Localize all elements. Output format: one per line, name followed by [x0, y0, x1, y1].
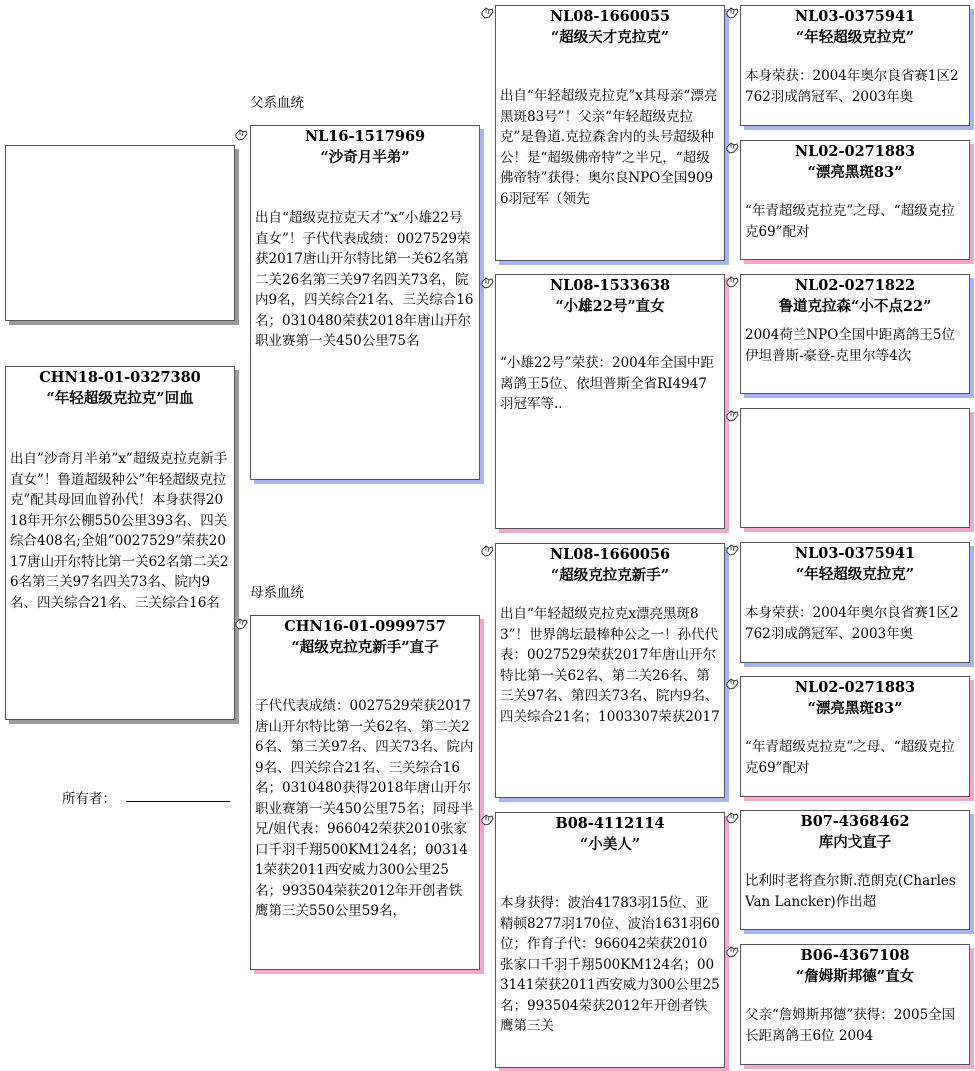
dd-dam-card: [740, 944, 970, 1065]
dd-sire-ring: B07-4368462: [800, 813, 910, 830]
ss-sire-desc: 本身荣获：2004年奥尔良省赛1区2762羽成鸽冠军、2003年奥: [745, 68, 959, 105]
sire-dam-card: [495, 274, 725, 529]
subject-desc: 出自”沙奇月半弟”x”超级克拉克新手直女”！鲁道超级种公”年轻超级克拉克”配其母回血曾孙代！本身获得2018年开尔公棚550公里393名、四关综合408名;全姐”0027529”荣获2017唐山开尔特比第一关62名第二关26名第三关97名四关73名、院内9名、四关综合21名、三关综合16名: [10, 451, 229, 611]
dam-sire-desc: 出自“年轻超级克拉克x漂亮黑斑83”！世界鸽坛最棒种公之一！孙代代表：0027529荣获2017年唐山开尔特比第一关62名、第二关26名、第三关97名、第四关73名、院内9名、四关综合21名；1003307荣获2017: [500, 606, 720, 725]
sire-sire-card: [495, 5, 725, 261]
sd-sire-ring: NL02-0271822: [794, 277, 916, 294]
ss-dam-name: “漂亮黑斑83”: [807, 164, 903, 181]
dam-card: [250, 615, 480, 970]
pedigree-link-icon[interactable]: [725, 945, 739, 959]
sire-name: “沙奇月半弟”: [320, 149, 410, 166]
dam-ring: CHN16-01-0999757: [284, 618, 446, 635]
ss-sire-name: “年轻超级克拉克”: [795, 29, 915, 46]
sire-dam-name: “小雄22号”直女: [555, 298, 665, 315]
dd-dam-ring: B06-4367108: [800, 947, 910, 964]
ss-sire-ring: NL03-0375941: [794, 8, 916, 25]
pedigree-link-icon[interactable]: [234, 617, 248, 631]
sire-ring: NL16-1517969: [304, 128, 426, 145]
ss-dam-ring: NL02-0271883: [794, 143, 916, 160]
ds-sire-desc: 本身荣获：2004年奥尔良省赛1区2762羽成鸽冠军、2003年奥: [745, 605, 959, 642]
sd-sire-card: [740, 274, 970, 394]
dd-dam-desc: 父亲“詹姆斯邦德”获得：2005全国长距离鸽王6位 2004: [745, 1007, 956, 1044]
paternal-label: 父系血统: [250, 95, 304, 111]
pedigree-link-icon[interactable]: [480, 544, 494, 558]
ds-sire-ring: NL03-0375941: [794, 545, 916, 562]
sire-sire-name: “超级天才克拉克”: [550, 29, 670, 46]
dam-dam-name: “小美人”: [579, 836, 641, 853]
subject-ring: CHN18-01-0327380: [39, 369, 201, 386]
sd-sire-name: 鲁道克拉森“小不点22”: [778, 298, 932, 315]
sire-desc: 出自“超级克拉克天才”x“小雄22号直女”！子代代表成绩：0027529荣获2017唐山开尔特比第一关62名第二关26名第三关97名四关73名，院内9名，四关综合21名、三关综合16名；0310480荣获2018年唐山开尔职业赛第一关450公里75名: [255, 210, 474, 349]
dam-name: “超级克拉克新手”直子: [291, 639, 439, 656]
dd-dam-name: “詹姆斯邦德”直女: [795, 968, 915, 985]
ds-dam-name: “漂亮黑斑83”: [807, 700, 903, 717]
ds-sire-name: “年轻超级克拉克”: [795, 566, 915, 583]
dam-dam-desc: 本身获得：波治41783羽15位、亚精顿8277羽170位、波治1631羽60位；作育子代：966042荣获2010张家口千羽千翔500KM124名；003141荣获2011西安威力300公里25名；993504荣获2012年开创者铁鹰第三关: [500, 895, 720, 1034]
ss-dam-card: [740, 140, 970, 260]
dam-sire-ring: NL08-1660056: [549, 546, 671, 563]
photo-frame: [5, 145, 235, 321]
owner-field[interactable]: [126, 801, 230, 802]
maternal-label: 母系血统: [250, 585, 304, 601]
sd-sire-desc: 2004荷兰NPO全国中距离鸽王5位伊坦普斯-豪登-克里尔等4次: [745, 327, 955, 364]
ss-sire-card: [740, 5, 970, 126]
pedigree-link-icon[interactable]: [725, 811, 739, 825]
owner-label: 所有者：: [62, 791, 116, 807]
pedigree-link-icon[interactable]: [725, 6, 739, 20]
dam-dam-ring: B08-4112114: [555, 815, 665, 832]
ds-dam-desc: “年青超级克拉克”之母、“超级克拉克69”配对: [745, 739, 955, 776]
dam-dam-card: [495, 812, 725, 1068]
dd-sire-name: 库内戈直子: [818, 834, 892, 851]
dam-desc: 子代代表成绩：0027529荣获2017唐山开尔特比第一关62名、第二关26名、第三关97名、四关73名、院内9名、四关综合21名、三关综合16名；0310480获得2018年唐山开尔职业赛第一关450公里75名；同母半兄/姐代表：966042荣获2010张家口千羽千翔500KM124名；003141荣获2011西安威力300公里25名；993504荣获2012年开创者铁鹰第三关550公里59名，: [255, 698, 474, 919]
sire-dam-desc: “小雄22号”荣获：2004年全国中距离鸽王5位、依坦普斯全省RI4947羽冠军等..: [500, 355, 714, 412]
pedigree-link-icon[interactable]: [480, 276, 494, 290]
ds-sire-card: [740, 542, 970, 663]
pedigree-link-icon[interactable]: [725, 275, 739, 289]
sire-card: [250, 125, 480, 480]
dam-sire-card: [495, 543, 725, 798]
ds-dam-card: [740, 676, 970, 797]
pedigree-link-icon[interactable]: [725, 543, 739, 557]
sd-dam-card: [740, 408, 970, 528]
subject-card: [5, 366, 235, 720]
pedigree-link-icon[interactable]: [480, 813, 494, 827]
ds-dam-ring: NL02-0271883: [794, 679, 916, 696]
dam-sire-name: “超级克拉克新手”: [550, 567, 670, 584]
pedigree-link-icon[interactable]: [725, 409, 739, 423]
pedigree-link-icon[interactable]: [725, 677, 739, 691]
dd-sire-desc: 比利时老将查尔斯.范朗克(Charles Van Lancker)作出超: [745, 873, 956, 910]
pedigree-link-icon[interactable]: [234, 128, 248, 142]
sire-dam-ring: NL08-1533638: [549, 277, 671, 294]
dd-sire-card: [740, 810, 970, 930]
pedigree-link-icon[interactable]: [480, 6, 494, 20]
ss-dam-desc: “年青超级克拉克”之母、“超级克拉克69”配对: [745, 203, 955, 240]
subject-name: “年轻超级克拉克”回血: [46, 390, 194, 407]
pedigree-link-icon[interactable]: [725, 141, 739, 155]
sire-sire-ring: NL08-1660055: [549, 8, 671, 25]
sire-sire-desc: 出自“年轻超级克拉克”x其母亲“漂亮黑斑83号”！父亲“年轻超级克拉克”是鲁道.克拉森舍内的头号超级种公！是“超级佛帝特”之半兄，“超级佛帝特”获得：奥尔良NPO全国9096羽冠军（领先: [500, 88, 718, 207]
